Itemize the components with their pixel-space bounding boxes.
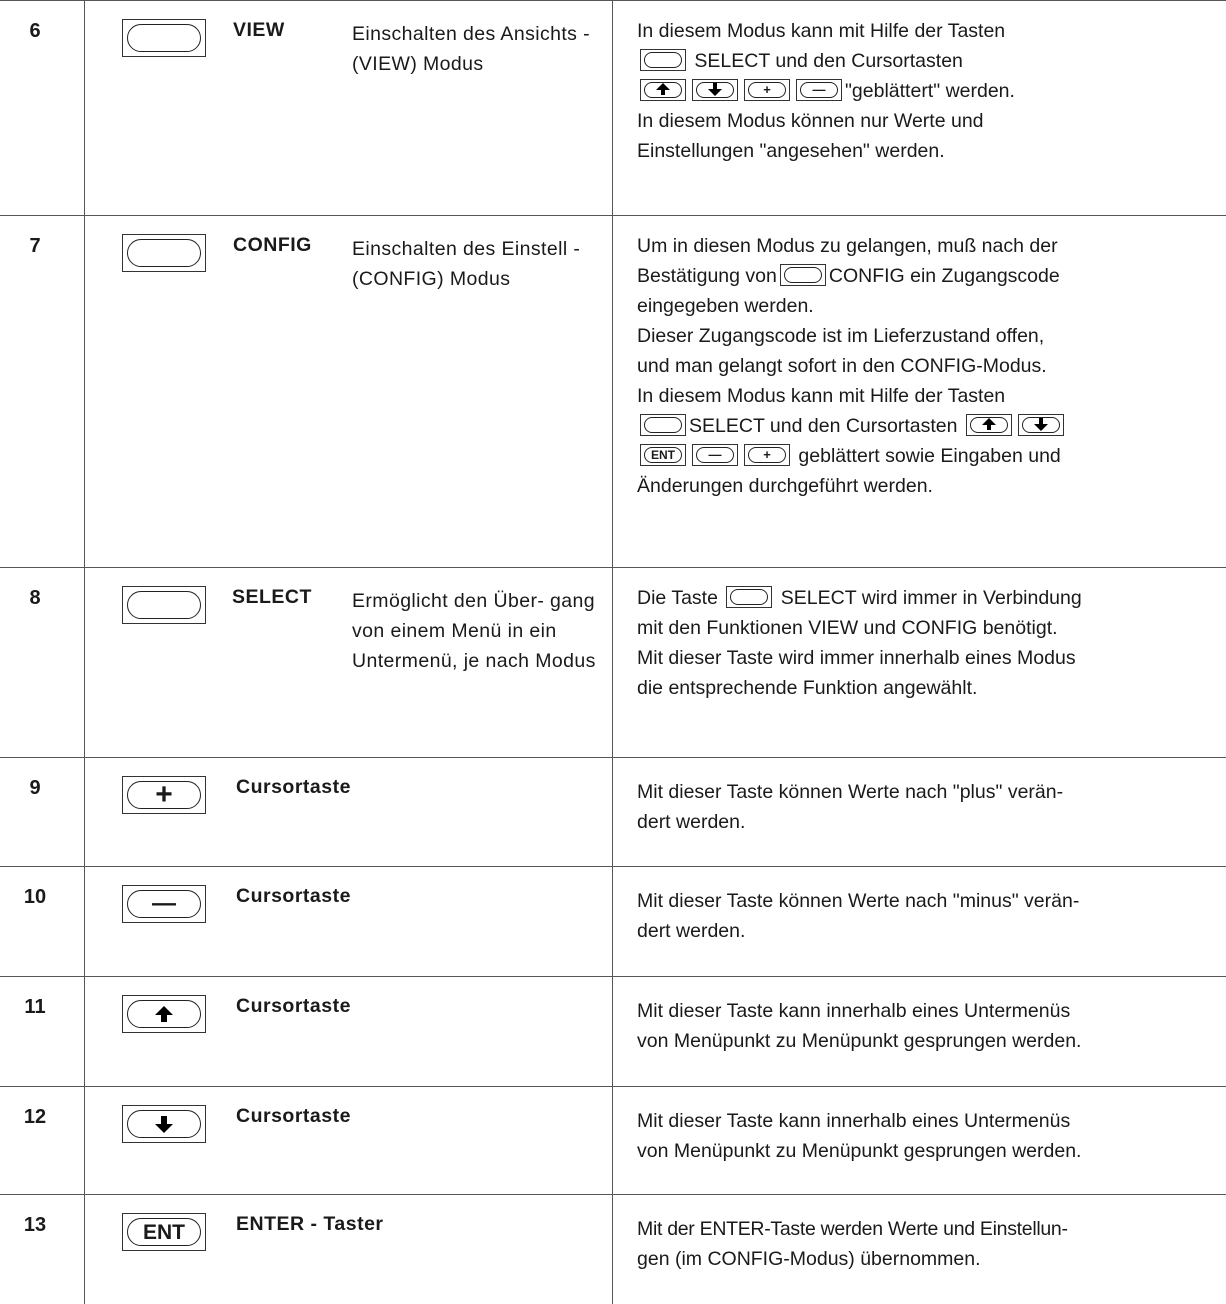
function-text: Einschalten des Einstell - (CONFIG) Modus (352, 238, 581, 290)
key-name: Cursortaste (236, 885, 351, 907)
select-key-icon (726, 586, 772, 608)
row-number: 9 (29, 777, 41, 799)
key-name: ENTER - Taster (236, 1213, 384, 1235)
key-name: CONFIG (233, 234, 312, 256)
desc-line: In diesem Modus kann mit Hilfe der Tasten (637, 20, 1006, 42)
arrow-up-key-icon (640, 79, 686, 101)
desc-line: Änderungen durchgeführt werden. (637, 475, 933, 497)
row-number: 13 (23, 1214, 47, 1236)
enter-key-icon: ENT (122, 1213, 206, 1251)
table-row-8 (0, 567, 1226, 757)
table-row-7 (0, 215, 1226, 567)
row-number: 10 (23, 886, 47, 908)
desc-line: dert werden. (637, 920, 746, 942)
key-name: Cursortaste (236, 995, 351, 1017)
table-row-11 (0, 976, 1226, 1086)
desc-line: Mit dieser Taste können Werte nach "minus" verän- (637, 890, 1080, 912)
desc-line: Mit der ENTER-Taste werden Werte und Einstellun- (637, 1218, 1068, 1240)
enter-key-icon: ENT (640, 444, 686, 466)
desc-line: Um in diesen Modus zu gelangen, muß nach der (637, 235, 1058, 257)
arrow-up-key-icon (966, 414, 1012, 436)
key-name: Cursortaste (236, 1105, 351, 1127)
key-name: SELECT (232, 586, 312, 608)
desc-line: Einstellungen "angesehen" werden. (637, 140, 945, 162)
desc-line: In diesem Modus kann mit Hilfe der Tasten (637, 385, 1006, 407)
desc-line: Mit dieser Taste wird immer innerhalb eines Modus (637, 647, 1076, 669)
desc-line: von Menüpunkt zu Menüpunkt gesprungen werden. (637, 1030, 1082, 1052)
desc-line: mit den Funktionen VIEW und CONFIG benötigt. (637, 617, 1058, 639)
desc-line: Dieser Zugangscode ist im Lieferzustand offen, (637, 325, 1045, 347)
desc-line: die entsprechende Funktion angewählt. (637, 677, 978, 699)
description (637, 777, 1217, 837)
minus-key-icon: — (692, 444, 738, 466)
desc-line: Mit dieser Taste kann innerhalb eines Untermenüs (637, 1110, 1071, 1132)
desc-line: Mit dieser Taste kann innerhalb eines Untermenüs (637, 1000, 1071, 1022)
function-text: Einschalten des Ansichts - (VIEW) Modus (352, 23, 591, 75)
desc-line: Mit dieser Taste können Werte nach "plus" verän- (637, 781, 1064, 803)
description (637, 886, 1217, 946)
plus-key-icon: + (744, 444, 790, 466)
minus-key-icon: — (796, 79, 842, 101)
arrow-up-key-icon (122, 995, 206, 1033)
function-text: Ermöglicht den Über- gang von einem Menü in ein Untermenü, je nach Modus (352, 590, 596, 672)
config-key-icon (122, 234, 206, 272)
arrow-down-key-icon (1018, 414, 1064, 436)
description (637, 16, 1217, 166)
desc-line: Die Taste SELECT wird immer in Verbindung (637, 587, 1082, 609)
table-row-9 (0, 757, 1226, 866)
desc-line: eingegeben werden. (637, 295, 814, 317)
desc-line: Bestätigung von CONFIG ein Zugangscode (637, 265, 1060, 287)
row-number: 8 (29, 587, 41, 609)
row-number: 7 (29, 235, 41, 257)
desc-line: In diesem Modus können nur Werte und (637, 110, 984, 132)
description (637, 1214, 1217, 1274)
arrow-down-key-icon (122, 1105, 206, 1143)
row-number: 11 (24, 996, 46, 1018)
desc-line: + — "geblättert" werden. (637, 76, 1217, 106)
desc-line: von Menüpunkt zu Menüpunkt gesprungen werden. (637, 1140, 1082, 1162)
row-number: 6 (29, 20, 41, 42)
desc-line: dert werden. (637, 811, 746, 833)
plus-key-icon: + (744, 79, 790, 101)
desc-line: SELECT und den Cursortasten (637, 411, 1217, 441)
description (637, 583, 1217, 703)
config-key-icon (780, 264, 826, 286)
description (637, 231, 1217, 501)
key-name: Cursortaste (236, 776, 351, 798)
desc-line: und man gelangt sofort in den CONFIG-Modus. (637, 355, 1047, 377)
arrow-down-key-icon (692, 79, 738, 101)
view-key-icon (122, 19, 206, 57)
desc-line: ENT — + geblättert sowie Eingaben und (637, 441, 1217, 471)
description (637, 1106, 1217, 1166)
table-row-13 (0, 1194, 1226, 1304)
row-number: 12 (23, 1106, 47, 1128)
table-row-6 (0, 0, 1226, 215)
minus-key-icon: — (122, 885, 206, 923)
table-row-10 (0, 866, 1226, 976)
desc-line: gen (im CONFIG-Modus) übernommen. (637, 1248, 981, 1270)
desc-line: SELECT und den Cursortasten (637, 46, 1217, 76)
select-key-icon (640, 414, 686, 436)
description (637, 996, 1217, 1056)
key-name: VIEW (233, 19, 285, 41)
select-key-icon (122, 586, 206, 624)
plus-key-icon: + (122, 776, 206, 814)
table-row-12 (0, 1086, 1226, 1194)
select-key-icon (640, 49, 686, 71)
